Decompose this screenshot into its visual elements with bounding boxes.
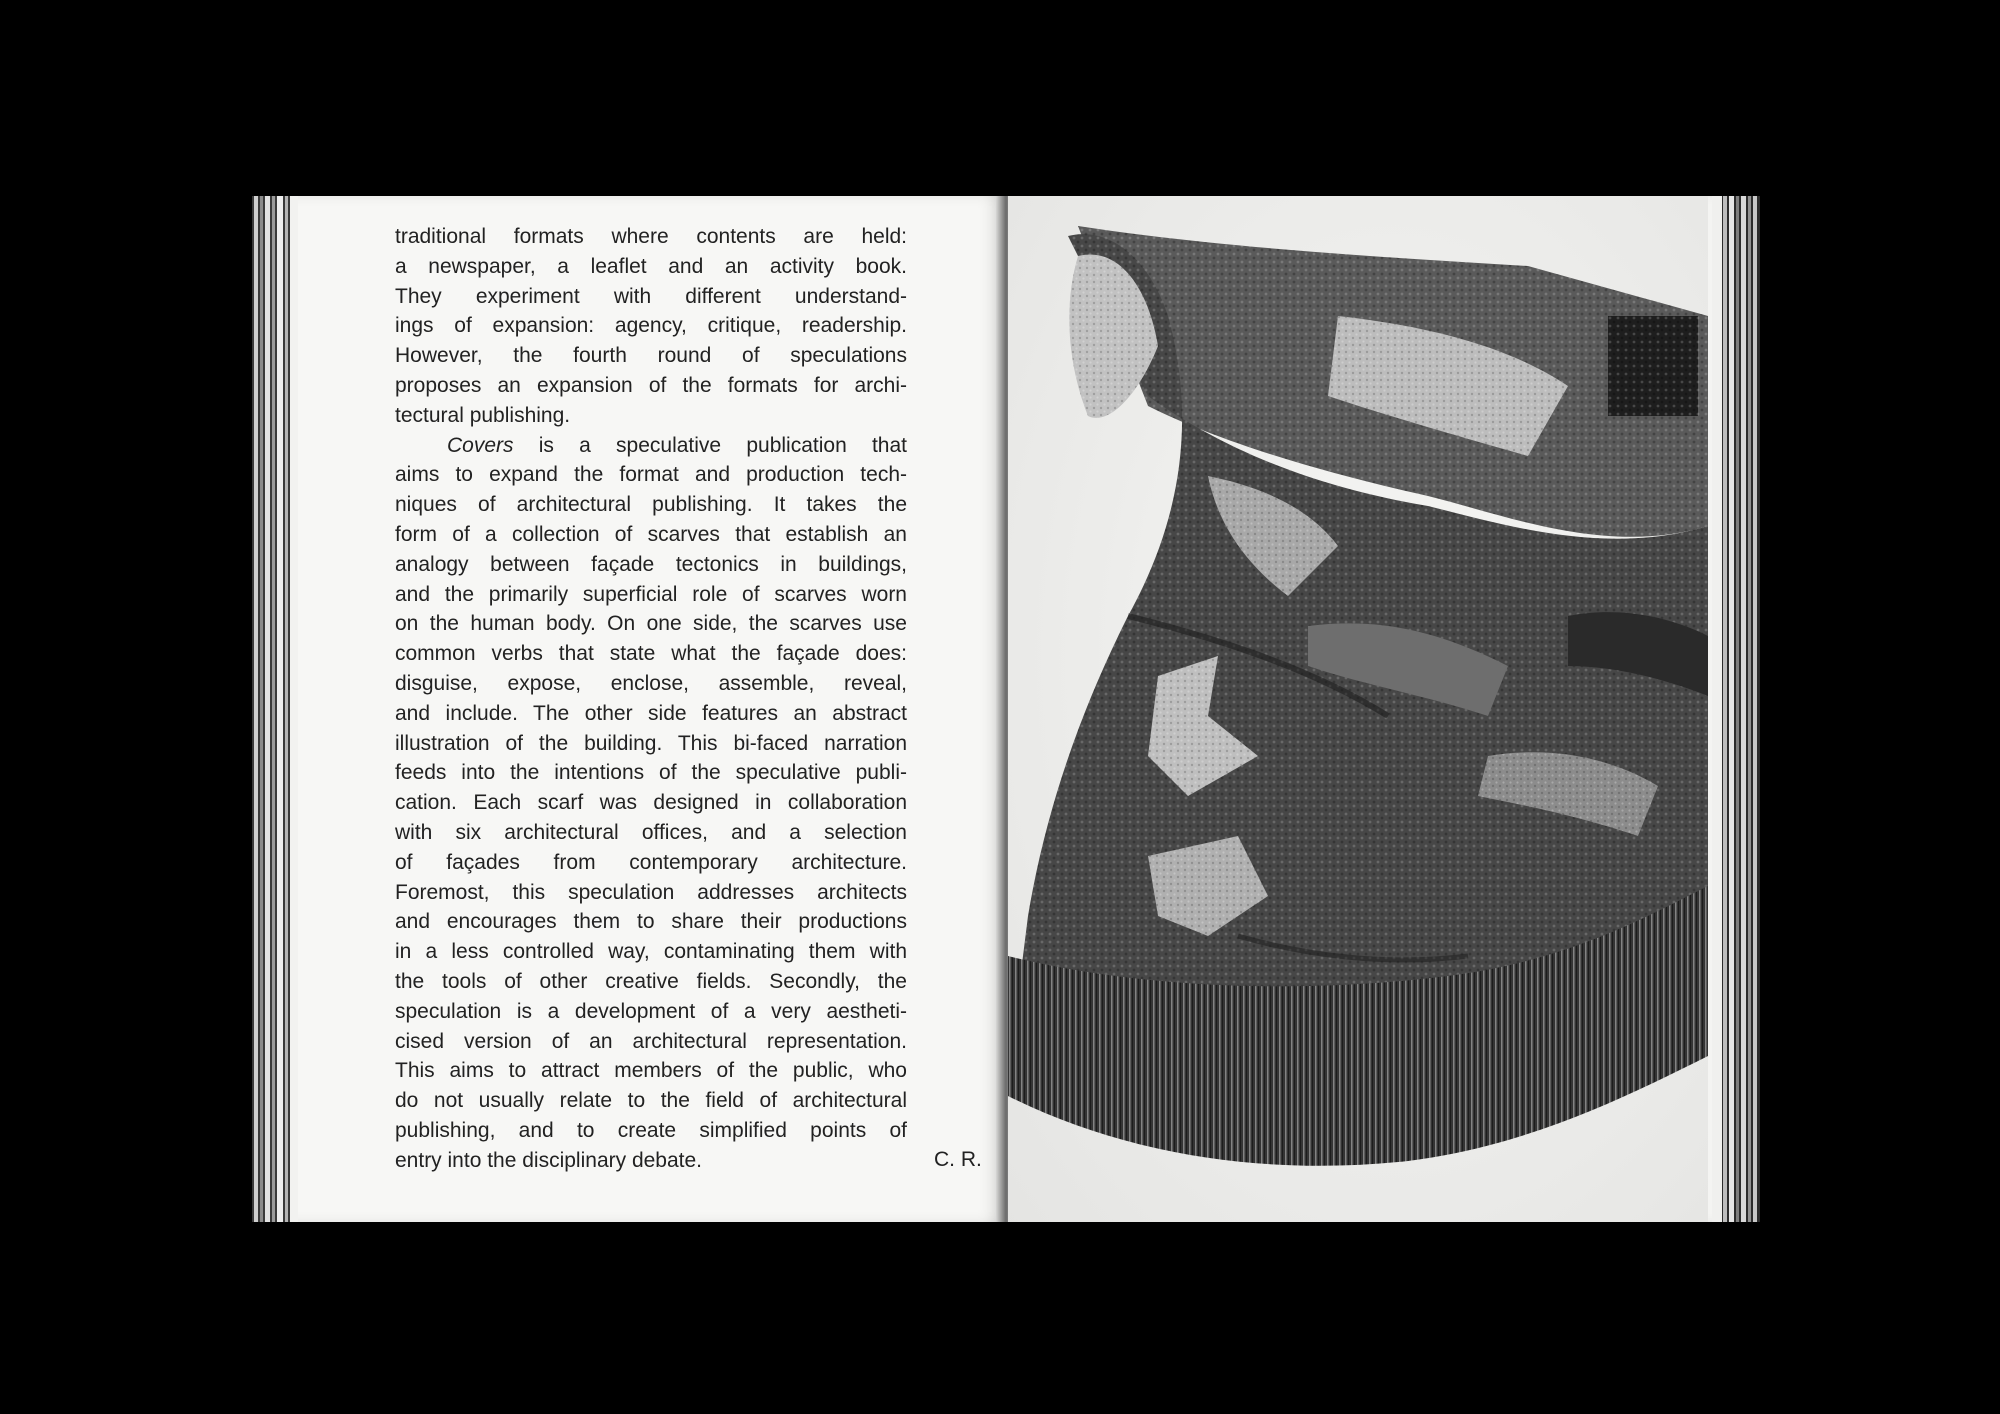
left-page-edges: [252, 196, 302, 1222]
paragraph-2-first-line: [395, 431, 907, 461]
knitted-scarf-photo: [1008, 196, 1708, 1222]
text-line: in a less controlled way, contaminating them with: [395, 940, 907, 964]
text-line: feeds into the intentions of the speculative publi-: [395, 761, 907, 785]
author-initials: C. R.: [934, 1148, 982, 1171]
text-line: with six architectural offices, and a selection: [395, 820, 907, 844]
text-line: disguise, expose, enclose, assemble, reveal,: [395, 671, 907, 695]
text-line: and include. The other side features an abstract: [395, 701, 907, 725]
publication-title: Covers: [447, 433, 514, 457]
text-line: form of a collection of scarves that establish an: [395, 522, 907, 546]
text-line: proposes an expansion of the formats for archi-: [395, 373, 907, 397]
body-text: [395, 222, 907, 1176]
text-line: publishing, and to create simplified points of: [395, 1118, 907, 1142]
text-line: aims to expand the format and production tech-: [395, 463, 907, 487]
text-line: cation. Each scarf was designed in collaboration: [395, 791, 907, 815]
text-line: cised version of an architectural representation.: [395, 1029, 907, 1053]
text-line: speculation is a development of a very aestheti-: [395, 999, 907, 1023]
text-line: the tools of other creative fields. Secondly, the: [395, 969, 907, 993]
text-line: tectural publishing.: [395, 403, 571, 427]
text-line: illustration of the building. This bi-faced narration: [395, 731, 907, 755]
text-line: a newspaper, a leaflet and an activity book.: [395, 254, 907, 278]
right-page-edges: [1712, 196, 1760, 1222]
text-line: and encourages them to share their productions: [395, 910, 907, 934]
text-line: They experiment with different understand-: [395, 284, 907, 308]
text-line-rest: is a speculative publication that: [513, 433, 907, 457]
text-line: niques of architectural publishing. It takes the: [395, 493, 907, 517]
text-line: ings of expansion: agency, critique, readership.: [395, 314, 907, 338]
text-line: on the human body. On one side, the scarves use: [395, 612, 907, 636]
text-line: and the primarily superficial role of scarves worn: [395, 582, 907, 606]
text-line: common verbs that state what the façade does:: [395, 642, 907, 666]
text-line: Foremost, this speculation addresses architects: [395, 880, 907, 904]
text-line: traditional formats where contents are held:: [395, 225, 907, 248]
text-line: This aims to attract members of the public, who: [395, 1059, 907, 1083]
text-line: of façades from contemporary architecture.: [395, 850, 907, 874]
text-line: do not usually relate to the field of architectural: [395, 1089, 907, 1113]
text-line: entry into the disciplinary debate.: [395, 1148, 703, 1172]
text-line: analogy between façade tectonics in buildings,: [395, 552, 907, 576]
text-line: However, the fourth round of speculations: [395, 344, 907, 368]
